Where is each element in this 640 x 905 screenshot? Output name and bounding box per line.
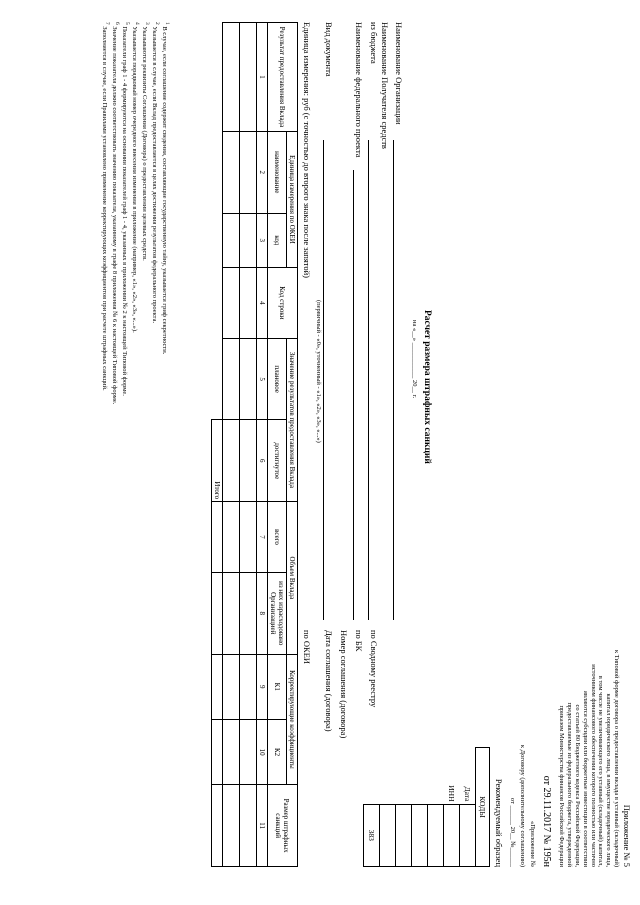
field-agreement-date: Дата соглашения (договора)	[324, 630, 334, 732]
field-recipient: Наименование Получателя средств	[380, 22, 390, 149]
appendix-ref-3: от ______ 20__ №______	[509, 797, 516, 867]
doc-type-hint: (первичный - «0», уточненный - «1», «2», «3», «...»)	[315, 300, 322, 443]
appendix-ref-2: к Договору (дополнительному соглашению)	[519, 744, 526, 867]
field-recipient-2: из бюджета	[369, 22, 379, 64]
codes-table: КОДЫ Дата ИНН 383	[363, 747, 490, 867]
codes-header: КОДЫ	[476, 748, 490, 867]
th-volume: Объем Вклада	[287, 502, 298, 654]
table-row	[223, 23, 240, 867]
footnote-5: $^5$ Показатели граф 1 - 4 формируются на основании показателей граф 1 - 4, указанных в приложении № 2 к настоящей Типовой форме.	[121, 22, 131, 396]
footnote-4: $^4$ Указывается порядковый номер очередного внесения изменения в приложение (например, «1», «2», «3», «...»).	[130, 22, 141, 333]
appendix-clauses: к Типовой форме договора о предоставлении вклада в уставный (складочный) капитал юридического лица, в имуществе юридического лица, в том числе не увеличивающего его уставный (складочный) капитал, источником финансового обеспечения которого полностью или частично являются субсидии или бюджетные инвестиции в соответствии со статьей 80 Бюджетного кодекса Российской Федерации, предоставляемые из федерального бюджета, утвержденной приказом Министерства финансов Российской Федерации	[558, 649, 620, 867]
field-budget-code: по БК	[354, 630, 364, 652]
form-title: Расчет размера штрафных санкций	[422, 310, 432, 464]
th-penalty: Размер штрафных санкций	[268, 785, 298, 867]
th-spent: из них израсходовано Организацией	[268, 572, 287, 654]
field-project: Наименование федерального проекта	[354, 22, 364, 158]
th-coef: Корректирующие коэффициенты	[287, 654, 298, 785]
column-number-row: 1 2 3 4 5 6 7 8 9 10 11	[257, 23, 268, 867]
footnotes	[100, 22, 170, 867]
footnote-7: $^7$ Заполняется в случае, если Правилами установлено применение корректирующих коэффициентов при расчете штрафных санкций.	[101, 22, 111, 391]
field-okei: по ОКЕИ	[302, 630, 312, 665]
th-result: Результат предоставления Вклада	[268, 23, 298, 132]
total-label: Итого	[212, 420, 223, 502]
th-unit-name: наименование	[268, 131, 287, 213]
th-line-code: Код строки	[268, 268, 298, 339]
th-values: Значение результатов предоставления Вклада	[287, 338, 298, 501]
th-k2: К2	[268, 719, 287, 784]
footnote-6: $^6$ Значение показателя должно соответствовать значению показателя, указанному в графе 8 приложения № 6 к настоящей Типовой форме.	[111, 22, 121, 405]
th-actual: достигнутое	[268, 420, 287, 502]
appendix-number: Приложение № 5	[622, 804, 632, 867]
th-plan: плановое	[268, 338, 287, 420]
appendix-ref: «Приложение №	[529, 821, 536, 867]
footnote-2: $^2$ Указывается в случае, если Вклад предоставляется в целях достижения результатов федерального проекта.	[150, 22, 161, 324]
field-agreement-number: Номер соглашения (договора)	[339, 630, 349, 739]
table-row	[240, 23, 257, 867]
th-total: всего	[268, 502, 287, 573]
th-unit: Единица измерения по ОКЕИ	[287, 131, 298, 267]
field-unit: Единица измерения: руб (с точностью до второго знака после запятой)	[302, 22, 312, 278]
field-organization: Наименование Организации	[394, 22, 404, 125]
field-register: по Сводному реестру	[369, 630, 379, 708]
th-k1: К1	[268, 654, 287, 719]
penalty-table	[211, 22, 298, 867]
footnote-1: $^1$ В случае, если соглашение содержит сведения, составляющие государственную тайну, указывается гриф секретности.	[160, 22, 170, 355]
order-date-number: от 29.11.2017 № 195н	[541, 775, 552, 867]
th-unit-code: код	[268, 213, 287, 267]
field-doc-type: Вид документа	[324, 22, 334, 77]
form-date-line: на «__» ___________ 20__ г.	[411, 320, 418, 399]
total-row	[212, 23, 223, 867]
recommended-sample: Рекомендуемый образец	[494, 778, 504, 867]
footnote-3: $^3$ Указываются реквизиты Соглашения (Договора) о предоставлении целевых средств.	[140, 22, 151, 261]
